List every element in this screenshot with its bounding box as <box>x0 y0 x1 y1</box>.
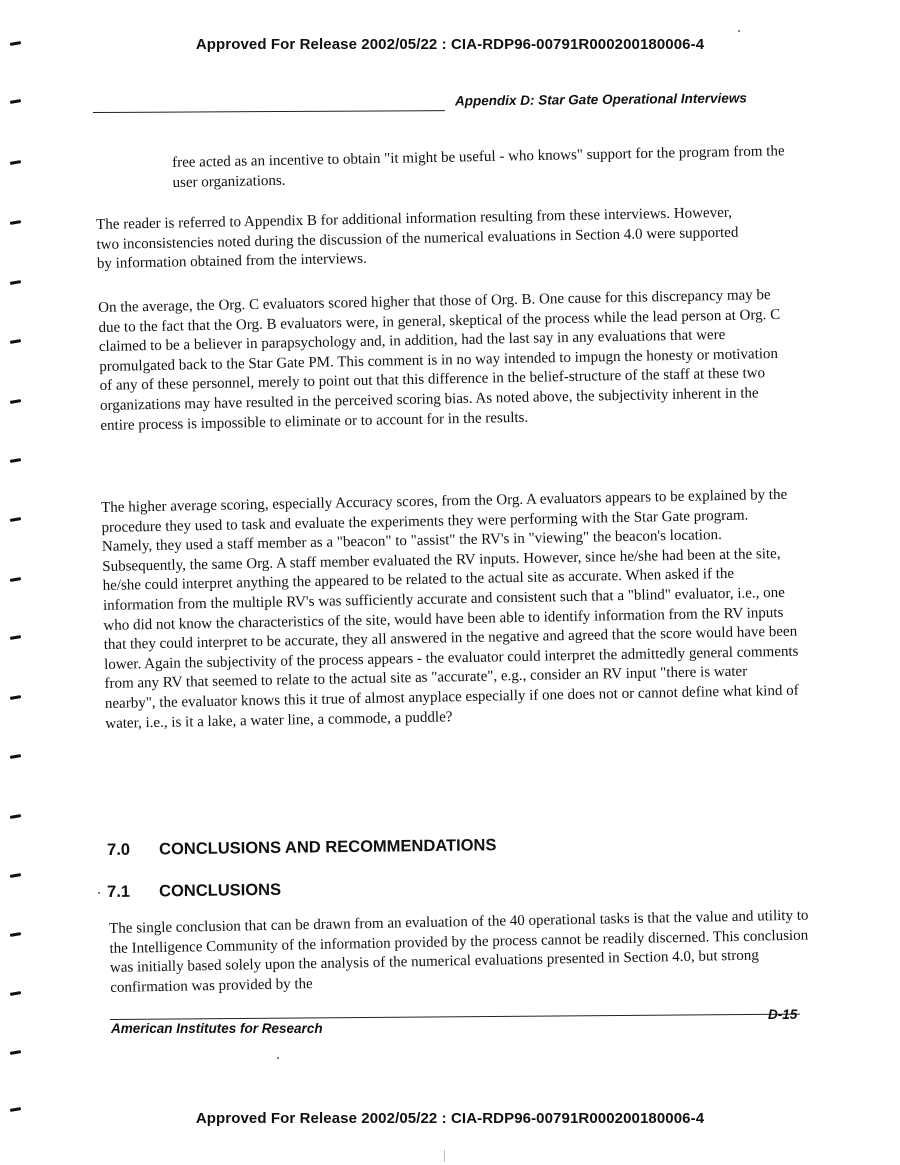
margin-tick-mark <box>10 932 21 937</box>
paragraph-conclusion: The single conclusion that can be drawn from an evaluation of the 40 operational tasks is that the value and utility to the Intelligence Community of the information provided by the process cannot be readily discerned. This conclusion was initially based solely upon the analysis of the numerical evaluations presented in Section 4.0, but strong confirmation was provided by the <box>109 907 809 996</box>
footer-rule <box>110 1014 800 1020</box>
margin-tick-mark <box>10 220 21 225</box>
margin-tick-mark <box>10 517 21 522</box>
scan-speck <box>98 892 100 894</box>
page-number: D-15 <box>768 1007 798 1022</box>
margin-tick-mark <box>10 160 21 165</box>
section-heading-7-1 <box>107 881 281 902</box>
margin-tick-mark <box>10 991 21 996</box>
paragraph-org-a-scoring: The higher average scoring, especially Accuracy scores, from the Org. A evaluators appears to be explained by the procedure they used to task and evaluate the experiments they were performing with the Star Gate program. Namely, they used a staff member as a "beacon" to "assist" the RV's in "viewing" the beacon's location. Subsequently, the same Org. A staff member evaluated the RV inputs. However, since he/she had been at the site, he/she could interpret anything the appeared to be related to the actual site as accurate. When asked if the information from the multiple RV's was sufficiently accurate and consistent such that a "blind" evaluator, i.e., one who did not know the characteristics of the site, would have been able to identify information from the RV inputs that they could interpret to be accurate, they all answered in the negative and agreed that the score would have been lower. Again the subjectivity of the process appears - the evaluator could interpret the admittedly general comments from any RV that seemed to relate to the actual site as "accurate", e.g., consider an RV input "there is water nearby", the evaluator knows this it true of almost anyplace especially if one does not or cannot define what kind of water, i.e., is it a lake, a water line, a commode, a puddle? <box>101 486 799 732</box>
margin-tick-mark <box>10 695 21 700</box>
paragraph-org-c-scoring: On the average, the Org. C evaluators scored higher that those of Org. B. One cause for this discrepancy may be due to the fact that the Org. B evaluators were, in general, skeptical of the process while the lead person at Org. C claimed to be a believer in parapsychology and, in addition, had the last say in any evaluations that were promulgated back to the Star Gate PM. This comment is in no way intended to impugn the honesty or motivation of any of these personnel, merely to point out that this difference in the belief-structure of the staff at these two organizations may have resulted in the perceived scoring bias. As noted above, the subjectivity inherent in the entire process is impossible to eliminate or to account for in the results. <box>98 287 781 434</box>
margin-tick-mark <box>10 577 21 582</box>
paragraph-appendix-reference: The reader is referred to Appendix B for additional information resulting from these interviews. However, two inconsistencies noted during the discussion of the numerical evaluations in Section 4.0 were supported by information obtained from the interviews. <box>96 204 739 273</box>
section-heading-7-0 <box>107 836 497 860</box>
margin-tick-mark <box>10 814 21 819</box>
margin-tick-mark <box>10 458 21 463</box>
margin-tick-mark <box>10 99 21 104</box>
scan-speck <box>277 1057 279 1059</box>
header-rule <box>93 110 445 113</box>
margin-tick-mark <box>10 873 21 878</box>
margin-tick-mark <box>10 635 21 640</box>
margin-tick-mark <box>10 754 21 759</box>
paragraph-continuation: free acted as an incentive to obtain "it might be useful - who knows" support for the program from the user organizations. <box>172 143 785 191</box>
header-title: Appendix D: Star Gate Operational Interviews <box>454 90 747 109</box>
release-stamp-bottom: Approved For Release 2002/05/22 : CIA-RDP96-00791R000200180006-4 <box>195 1110 705 1127</box>
section-number: 7.1 <box>107 882 131 901</box>
footer-organization: American Institutes for Research <box>111 1021 323 1036</box>
margin-tick-mark <box>10 280 21 285</box>
scan-speck <box>738 30 740 32</box>
margin-tick-mark <box>10 1050 21 1055</box>
scan-mark <box>444 1150 445 1162</box>
section-title: CONCLUSIONS <box>158 880 282 901</box>
section-title: CONCLUSIONS AND RECOMMENDATIONS <box>158 836 497 859</box>
margin-tick-mark <box>10 399 21 404</box>
release-stamp-top: Approved For Release 2002/05/22 : CIA-RDP96-00791R000200180006-4 <box>195 36 705 53</box>
margin-tick-mark <box>10 339 21 344</box>
section-number: 7.0 <box>107 840 131 859</box>
